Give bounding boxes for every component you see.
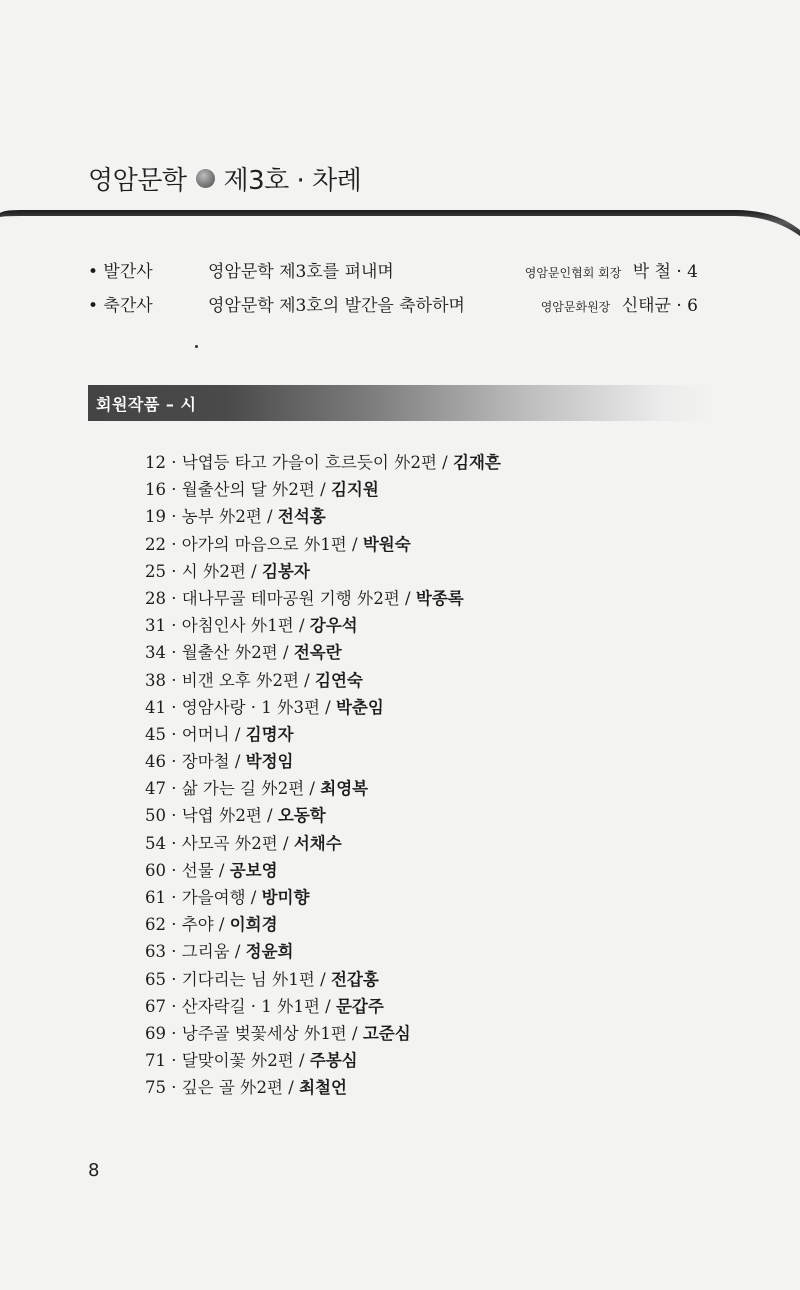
author-role: 영암문인협회 회장 [524, 266, 622, 280]
toc-separator: · [166, 752, 182, 772]
toc-separator: · [166, 942, 182, 962]
toc-separator: · [166, 806, 182, 826]
toc-entry[interactable] [145, 449, 705, 476]
toc-title: 산자락길 · 1 外1편 [181, 996, 320, 1016]
toc-separator: · [166, 534, 182, 554]
front-matter-row[interactable] [88, 257, 708, 291]
toc-page-number: 75 [145, 1078, 166, 1098]
toc-page-number: 67 [145, 996, 166, 1016]
toc-page-number: 22 [145, 534, 166, 554]
issue-title: 제3호 · 차례 [223, 166, 362, 196]
toc-entry[interactable] [145, 476, 705, 503]
toc-page-number: 65 [145, 969, 166, 989]
toc-separator: · [166, 724, 182, 744]
toc-page-number: 25 [145, 561, 166, 581]
toc-title: 대나무골 테마공원 기행 外2편 [181, 588, 400, 608]
toc-entry[interactable] [145, 639, 705, 666]
toc-entry[interactable] [145, 884, 705, 911]
toc-author: 최영복 [320, 779, 369, 799]
front-matter-page: · 6 [676, 296, 698, 316]
toc-page-number: 71 [145, 1051, 166, 1071]
header-rule [0, 208, 800, 238]
toc-page-number: 61 [145, 888, 166, 907]
toc-author: 고준심 [362, 1023, 411, 1043]
toc-entry[interactable] [145, 612, 705, 639]
toc-separator: · [166, 996, 182, 1016]
toc-title: 비갠 오후 外2편 [181, 670, 299, 690]
toc-separator: · [166, 588, 182, 608]
toc-title: 사모곡 外2편 [181, 833, 278, 853]
toc-title: 삶 가는 길 外2편 [181, 779, 305, 799]
toc-title: 시 外2편 [181, 561, 246, 581]
toc-title: 낭주골 벚꽃세상 外1편 [181, 1023, 347, 1043]
toc-separator: · [166, 779, 182, 799]
toc-slash: / [277, 643, 294, 663]
toc-author: 박정임 [245, 752, 294, 772]
toc-entry[interactable] [145, 1047, 705, 1074]
toc-separator: · [166, 670, 182, 690]
toc-author: 서채수 [293, 833, 342, 853]
toc-entry[interactable] [145, 531, 705, 558]
section-heading-bar [88, 385, 713, 421]
front-matter-row[interactable] [88, 291, 708, 325]
toc-page-number: 50 [145, 806, 166, 826]
toc-page-number: 54 [145, 833, 166, 853]
toc-title: 선물 [181, 860, 214, 880]
toc-entry[interactable] [145, 721, 705, 748]
toc-separator: · [166, 697, 182, 717]
toc-author: 박원숙 [362, 534, 411, 554]
toc-entry[interactable] [145, 667, 705, 694]
toc-page-number: 46 [145, 752, 166, 772]
toc-slash: / [229, 942, 246, 962]
toc-author: 방미향 [261, 888, 310, 907]
toc-title: 월출산 外2편 [181, 643, 278, 663]
toc-separator: · [166, 1078, 182, 1098]
toc-page-number: 41 [145, 697, 166, 717]
toc-slash: / [213, 860, 230, 880]
toc-slash: / [298, 670, 315, 690]
toc-slash: / [261, 507, 278, 527]
toc-slash: / [229, 724, 246, 744]
toc-page-number: 28 [145, 588, 166, 608]
toc-entry[interactable] [145, 966, 705, 993]
front-matter-kind: • 발간사 [88, 262, 153, 282]
toc-title: 그리움 [181, 942, 230, 962]
toc-page-number: 47 [145, 779, 166, 799]
toc-slash: / [293, 1051, 310, 1071]
toc-title: 영암사랑 · 1 外3편 [181, 697, 320, 717]
toc-author: 김봉자 [261, 561, 310, 581]
toc-author: 주봉심 [309, 1051, 358, 1071]
circle-bullet-icon [196, 169, 215, 188]
toc-separator: · [166, 561, 182, 581]
toc-slash: / [213, 915, 230, 935]
toc-separator: · [166, 915, 182, 935]
author-role: 영암문화원장 [540, 300, 611, 314]
toc-entry[interactable] [145, 911, 705, 938]
toc-author: 전석홍 [277, 507, 326, 527]
toc-author: 김지원 [330, 480, 379, 500]
toc-separator: · [166, 480, 182, 500]
toc-entry[interactable] [145, 585, 705, 612]
toc-separator: · [166, 888, 182, 907]
toc-separator: · [166, 453, 182, 472]
toc-title: 깊은 골 外2편 [181, 1078, 283, 1098]
toc-title: 낙엽등 타고 가을이 흐르듯이 外2편 [181, 453, 437, 472]
toc-slash: / [314, 969, 331, 989]
toc-entry[interactable] [145, 830, 705, 857]
toc-page-number: 69 [145, 1023, 166, 1043]
toc-page-number: 38 [145, 670, 166, 690]
toc-author: 김연숙 [315, 670, 363, 690]
author-name: 신태균 [621, 296, 671, 316]
toc-separator: · [166, 1051, 182, 1071]
author-name: 박 철 [632, 262, 671, 282]
toc-title: 월출산의 달 外2편 [181, 480, 315, 500]
toc-entry[interactable] [145, 938, 705, 965]
toc-title: 어머니 [181, 724, 230, 744]
toc-slash: / [277, 833, 294, 853]
toc-slash: / [229, 752, 246, 772]
toc-author: 전갑홍 [330, 969, 379, 989]
toc-author: 정윤희 [245, 942, 294, 962]
toc-separator: · [166, 860, 182, 880]
toc-separator: · [166, 643, 182, 663]
toc-title: 아침인사 外1편 [181, 616, 294, 636]
toc-author: 공보영 [229, 860, 278, 880]
toc-slash: / [399, 588, 416, 608]
toc-title: 아가의 마음으로 外1편 [181, 534, 347, 554]
toc-author: 오동학 [277, 806, 326, 826]
toc-title: 기다리는 님 外1편 [181, 969, 315, 989]
toc-slash: / [293, 616, 310, 636]
toc-slash: / [314, 480, 331, 500]
toc-separator: · [166, 1023, 182, 1043]
toc-separator: · [166, 969, 182, 989]
toc-page-number: 16 [145, 480, 166, 500]
section-title: 회원작품 – 시 [96, 394, 197, 414]
front-matter [88, 257, 708, 325]
toc-title: 달맞이꽃 外2편 [181, 1051, 294, 1071]
stray-dot [195, 345, 198, 348]
toc-author: 박종록 [415, 588, 464, 608]
front-matter-page: · 4 [676, 262, 698, 282]
contents-list [145, 449, 705, 1102]
front-matter-title: 영암문학 제3호의 발간을 축하하며 [208, 296, 465, 316]
toc-page-number: 45 [145, 724, 166, 744]
toc-separator: · [166, 507, 182, 527]
toc-separator: · [166, 833, 182, 853]
toc-slash: / [304, 779, 321, 799]
toc-author: 문갑주 [335, 996, 384, 1016]
toc-author: 김명자 [245, 724, 294, 744]
page-header [88, 160, 361, 197]
toc-slash: / [245, 561, 262, 581]
toc-page-number: 60 [145, 860, 166, 880]
front-matter-title: 영암문학 제3호를 펴내며 [208, 262, 394, 282]
toc-separator: · [166, 616, 182, 636]
toc-page-number: 34 [145, 643, 166, 663]
toc-entry[interactable] [145, 802, 705, 829]
toc-slash: / [319, 996, 336, 1016]
toc-slash: / [245, 888, 262, 907]
toc-title: 장마철 [181, 752, 230, 772]
toc-slash: / [261, 806, 278, 826]
toc-entry[interactable] [145, 748, 705, 775]
toc-slash: / [319, 697, 336, 717]
toc-entry[interactable] [145, 1020, 705, 1047]
toc-title: 낙엽 外2편 [181, 806, 262, 826]
toc-title: 농부 外2편 [181, 507, 262, 527]
toc-slash: / [346, 1023, 363, 1043]
toc-slash: / [436, 453, 453, 472]
toc-page-number: 19 [145, 507, 166, 527]
publication-name: 영암문학 [88, 166, 187, 196]
front-matter-author [525, 257, 698, 282]
toc-entry[interactable] [145, 694, 705, 721]
toc-entry[interactable] [145, 558, 705, 585]
toc-author: 최철언 [299, 1078, 347, 1098]
toc-page-number: 12 [145, 453, 166, 472]
toc-entry[interactable] [145, 503, 705, 530]
toc-page-number: 63 [145, 942, 166, 962]
toc-author: 박춘임 [335, 697, 384, 717]
toc-author: 전옥란 [293, 643, 342, 663]
toc-author: 강우석 [309, 616, 358, 636]
toc-slash: / [283, 1078, 300, 1098]
toc-page-number: 62 [145, 915, 166, 935]
toc-title: 가을여행 [181, 888, 246, 907]
toc-author: 김재흔 [453, 453, 501, 472]
toc-entry[interactable] [145, 857, 705, 884]
toc-author: 이희경 [229, 915, 278, 935]
front-matter-kind: • 축간사 [88, 296, 153, 316]
toc-entry[interactable] [145, 1074, 705, 1101]
toc-title: 추야 [181, 915, 214, 935]
toc-page-number: 31 [145, 616, 166, 636]
toc-entry[interactable] [145, 775, 705, 802]
page-number: 8 [88, 1160, 100, 1181]
front-matter-author [541, 291, 698, 316]
toc-slash: / [346, 534, 363, 554]
toc-entry[interactable] [145, 993, 705, 1020]
